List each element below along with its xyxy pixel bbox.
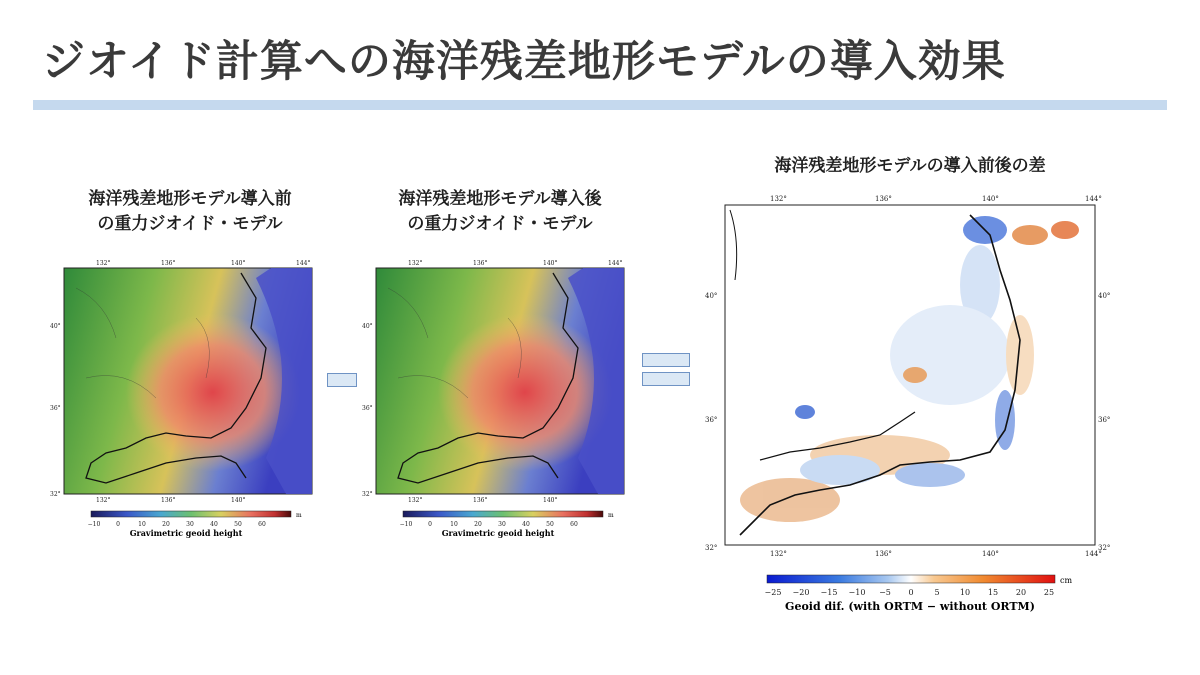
before-lon-tick-top-2: 136°	[161, 260, 176, 267]
diff-cbar-tick-11: 25	[1043, 588, 1055, 597]
before-lon-tick-top-3: 140°	[231, 260, 246, 267]
after-lon-tick-bottom-2: 136°	[473, 497, 488, 504]
after-lat-tick-3: 40°	[362, 323, 373, 330]
diff-lat-tick-right-1: 32°	[1098, 544, 1111, 552]
before-colorbar-label: Gravimetric geoid height	[129, 528, 243, 538]
before-lat-tick-1: 32°	[50, 491, 61, 498]
before-cbar-tick-2: 0	[116, 521, 120, 528]
after-caption-line1: 海洋残差地形モデル導入後	[398, 189, 602, 209]
slide-title: ジオイド計算への海洋残差地形モデルの導入効果	[42, 37, 1006, 87]
difference-colorbar	[767, 575, 1055, 583]
diff-lat-tick-right-2: 36°	[1098, 416, 1111, 424]
diff-cbar-tick-9: 15	[987, 588, 999, 597]
before-caption-line2: の重力ジオイド・モデル	[97, 214, 283, 234]
before-cbar-tick-4: 20	[162, 521, 170, 528]
before-cbar-tick-5: 30	[186, 521, 194, 528]
minus-operator	[327, 373, 357, 387]
diff-lon-tick-top-3: 140°	[982, 195, 999, 203]
after-geoid-map	[358, 258, 638, 548]
after-lon-tick-bottom-3: 140°	[543, 497, 558, 504]
diff-cbar-tick-4: −10	[848, 588, 866, 597]
diff-lon-tick-top-2: 136°	[875, 195, 892, 203]
after-lon-tick-top-4: 144°	[608, 260, 623, 267]
diff-cbar-tick-6: 0	[908, 588, 914, 597]
after-cbar-tick-6: 40	[522, 521, 530, 528]
diff-lat-tick-left-2: 36°	[705, 416, 718, 424]
after-lat-tick-1: 32°	[362, 491, 373, 498]
title-underline-bar	[33, 100, 1167, 110]
difference-colorbar-unit: cm	[1060, 576, 1073, 585]
difference-colorbar-label: Geoid dif. (with ORTM − without ORTM)	[785, 600, 1035, 613]
after-lon-tick-top-2: 136°	[473, 260, 488, 267]
diff-cbar-tick-2: −20	[792, 588, 810, 597]
diff-lon-tick-bottom-2: 136°	[875, 550, 892, 558]
after-caption	[370, 187, 630, 237]
after-cbar-tick-4: 20	[474, 521, 482, 528]
before-lat-tick-2: 36°	[50, 405, 61, 412]
after-cbar-tick-2: 0	[428, 521, 432, 528]
diff-lat-tick-left-1: 32°	[705, 544, 718, 552]
after-colorbar	[403, 511, 603, 517]
before-cbar-tick-8: 60	[258, 521, 266, 528]
after-cbar-tick-5: 30	[498, 521, 506, 528]
before-geoid-map	[46, 258, 326, 548]
equals-operator-top	[642, 353, 690, 367]
diff-cbar-tick-7: 5	[934, 588, 940, 597]
after-cbar-tick-8: 60	[570, 521, 578, 528]
before-colorbar	[91, 511, 291, 517]
after-lat-tick-2: 36°	[362, 405, 373, 412]
before-lon-tick-top-1: 132°	[96, 260, 111, 267]
before-colorbar-unit: m	[296, 512, 302, 519]
before-lon-tick-bottom-3: 140°	[231, 497, 246, 504]
after-caption-line2: の重力ジオイド・モデル	[407, 214, 593, 234]
before-lat-tick-3: 40°	[50, 323, 61, 330]
equals-operator-bottom	[642, 372, 690, 386]
diff-lat-tick-left-3: 40°	[705, 292, 718, 300]
before-cbar-tick-7: 50	[234, 521, 242, 528]
diff-cbar-tick-10: 20	[1015, 588, 1027, 597]
diff-lon-tick-top-1: 132°	[770, 195, 787, 203]
after-cbar-tick-3: 10	[450, 521, 458, 528]
diff-cbar-tick-1: −25	[764, 588, 782, 597]
before-cbar-tick-3: 10	[138, 521, 146, 528]
diff-cbar-tick-8: 10	[959, 588, 971, 597]
diff-lat-tick-right-3: 40°	[1098, 292, 1111, 300]
diff-lon-tick-bottom-3: 140°	[982, 550, 999, 558]
difference-caption: 海洋残差地形モデルの導入前後の差	[774, 156, 1046, 176]
diff-lon-tick-top-4: 144°	[1085, 195, 1102, 203]
before-lon-tick-bottom-2: 136°	[161, 497, 176, 504]
before-cbar-tick-6: 40	[210, 521, 218, 528]
diff-lon-tick-bottom-4: 144°	[1085, 550, 1102, 558]
after-colorbar-unit: m	[608, 512, 614, 519]
before-caption	[60, 187, 320, 237]
after-cbar-tick-7: 50	[546, 521, 554, 528]
before-cbar-tick-1: −10	[87, 521, 101, 528]
before-lon-tick-bottom-1: 132°	[96, 497, 111, 504]
diff-cbar-tick-5: −5	[879, 588, 891, 597]
before-caption-line1: 海洋残差地形モデル導入前	[88, 189, 292, 209]
before-lon-tick-top-4: 144°	[296, 260, 311, 267]
diff-cbar-tick-3: −15	[820, 588, 838, 597]
diff-lon-tick-bottom-1: 132°	[770, 550, 787, 558]
after-lon-tick-top-3: 140°	[543, 260, 558, 267]
after-lon-tick-top-1: 132°	[408, 260, 423, 267]
after-lon-tick-bottom-1: 132°	[408, 497, 423, 504]
after-colorbar-label: Gravimetric geoid height	[441, 528, 555, 538]
after-cbar-tick-1: −10	[399, 521, 413, 528]
difference-map	[700, 190, 1120, 620]
